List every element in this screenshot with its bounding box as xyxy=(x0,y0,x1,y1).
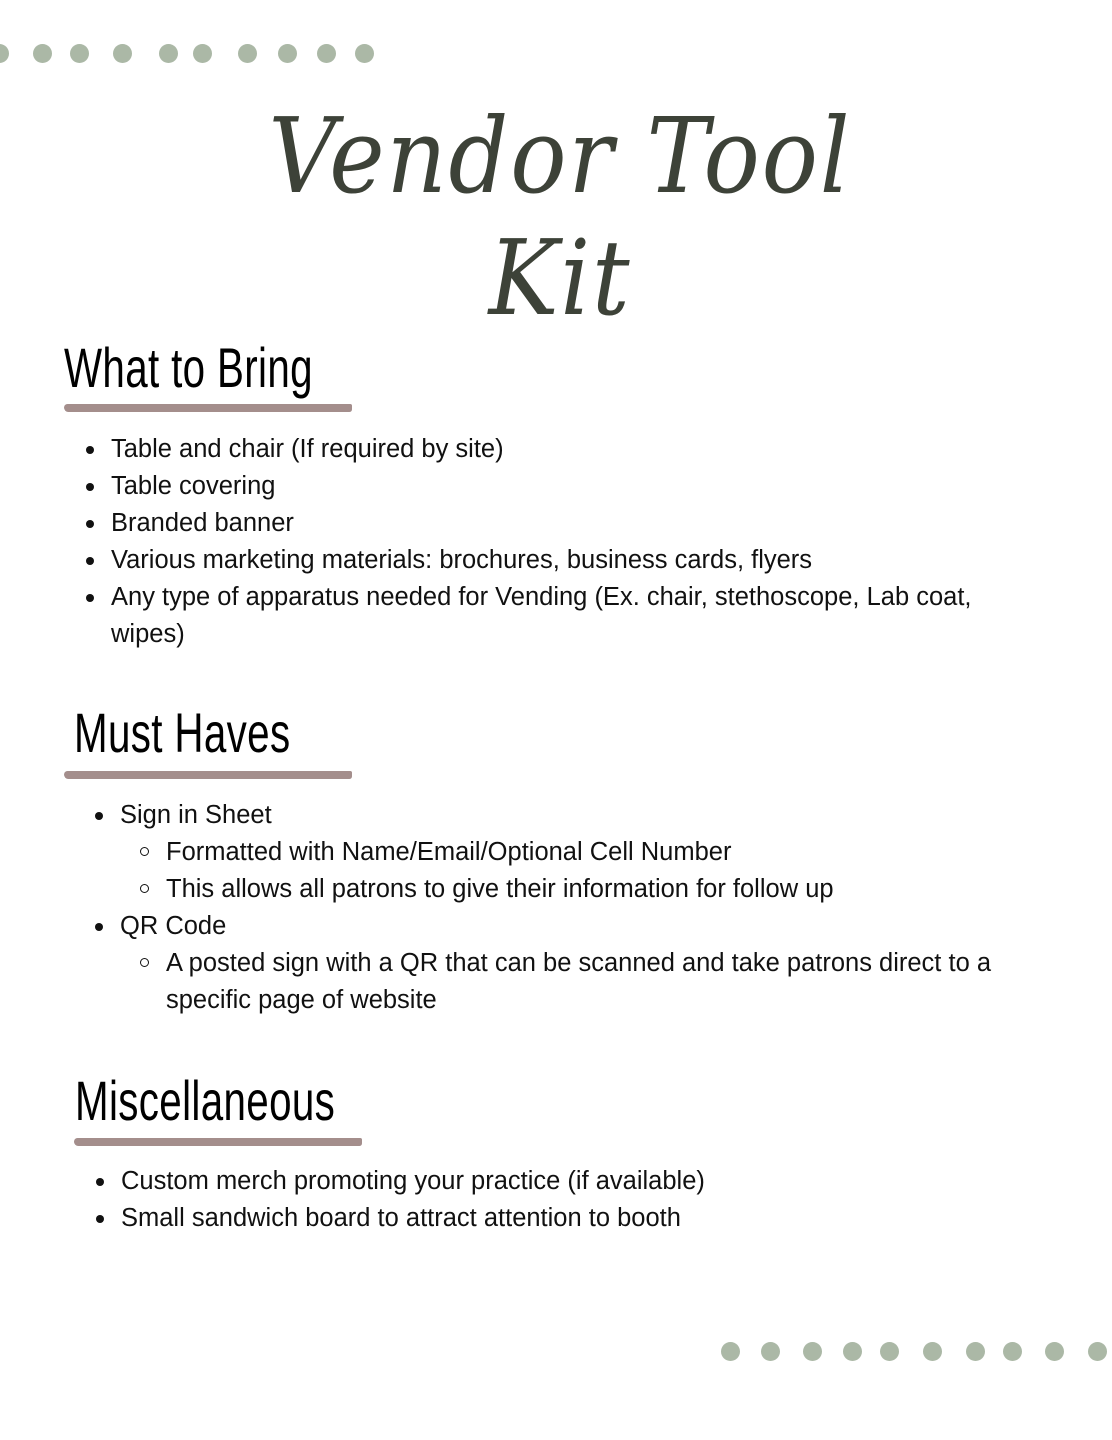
list-item: Branded banner xyxy=(111,505,1031,542)
heading-underline xyxy=(64,771,352,779)
heading-underline xyxy=(74,1138,362,1146)
list-item: Sign in Sheet xyxy=(120,797,1040,834)
decorative-dot xyxy=(923,1342,942,1361)
decorative-dot xyxy=(880,1342,899,1361)
decorative-dot xyxy=(721,1342,740,1361)
sub-list-item: This allows all patrons to give their information for follow up xyxy=(120,871,1040,908)
must-haves-list xyxy=(120,797,1040,1019)
decorative-dot xyxy=(803,1342,822,1361)
decorative-dot xyxy=(761,1342,780,1361)
list-item: Custom merch promoting your practice (if available) xyxy=(121,1163,1041,1200)
decorative-dot xyxy=(1045,1342,1064,1361)
section-heading-what-to-bring: What to Bring xyxy=(64,336,313,399)
decorative-dot xyxy=(355,44,374,63)
list-item: Small sandwich board to attract attention to booth xyxy=(121,1200,1041,1237)
what-to-bring-list xyxy=(111,431,1031,653)
decorative-dot xyxy=(33,44,52,63)
decorative-dot xyxy=(1088,1342,1107,1361)
decorative-dot xyxy=(966,1342,985,1361)
decorative-dot xyxy=(0,44,9,63)
decorative-dot xyxy=(159,44,178,63)
list-item: QR Code xyxy=(120,908,1040,945)
list-item: Various marketing materials: brochures, business cards, flyers xyxy=(111,542,1031,579)
decorative-dot xyxy=(1003,1342,1022,1361)
heading-underline xyxy=(64,404,352,412)
decorative-dot xyxy=(317,44,336,63)
list-item: Table covering xyxy=(111,468,1031,505)
decorative-dot xyxy=(238,44,257,63)
section-heading-must-haves: Must Haves xyxy=(74,701,291,764)
sub-list-item: A posted sign with a QR that can be scanned and take patrons direct to a specific page of website xyxy=(120,945,1026,1019)
decorative-dot xyxy=(278,44,297,63)
sub-list-item: Formatted with Name/Email/Optional Cell Number xyxy=(120,834,1040,871)
section-heading-miscellaneous: Miscellaneous xyxy=(75,1069,336,1132)
decorative-dot xyxy=(70,44,89,63)
decorative-dot xyxy=(113,44,132,63)
decorative-dot xyxy=(843,1342,862,1361)
decorative-dot xyxy=(193,44,212,63)
list-item: Table and chair (If required by site) xyxy=(111,431,1031,468)
miscellaneous-list xyxy=(121,1163,1041,1237)
list-item: Any type of apparatus needed for Vending (Ex. chair, stethoscope, Lab coat, wipes) xyxy=(111,579,1031,653)
page-title: Vendor Tool Kit xyxy=(268,95,852,339)
